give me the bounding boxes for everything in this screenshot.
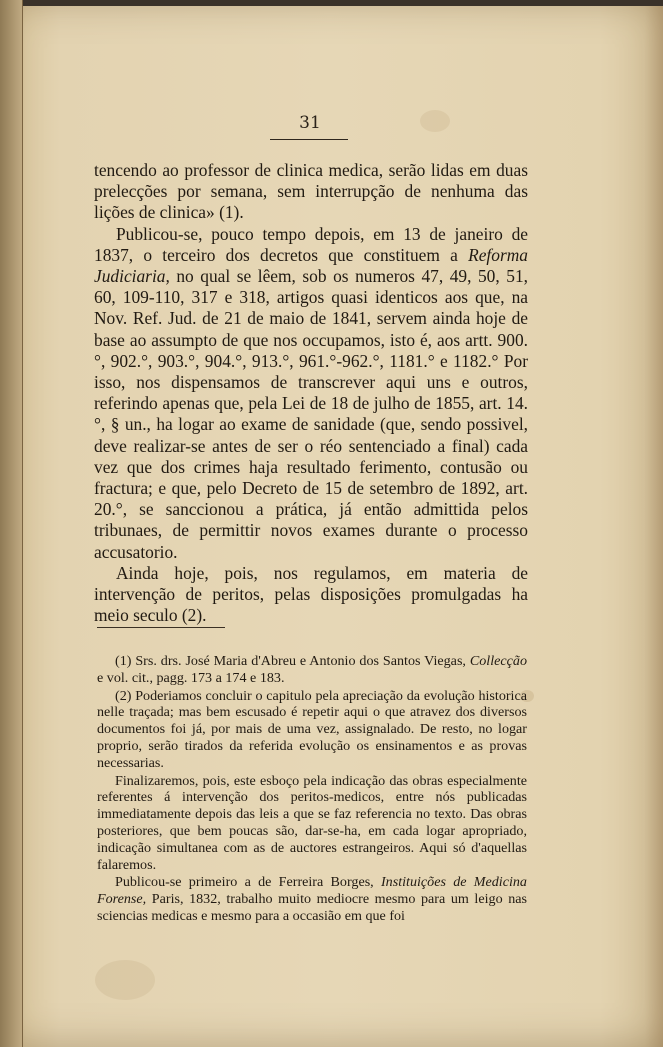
footnote-text: e vol. cit., pagg. 173 a 174 e 183. — [97, 669, 285, 686]
paragraph-continuation: tencendo ao professor de clinica medica, serão lidas em duas prelecções por semana, sem interrupção de nenhuma das lições de clinica» (1). — [94, 160, 528, 223]
italic-title: Reforma Judiciaria, — [94, 244, 528, 287]
italic-title: Collecção — [469, 653, 527, 669]
paragraph-conclusion: Ainda hoje, pois, nos regulamos, em materia de intervenção de peritos, pelas disposições promulgadas ha meio seculo (2). — [94, 562, 528, 626]
footnote-separator — [97, 627, 225, 628]
footnote-text: (1) Srs. drs. José Maria d'Abreu e Antonio dos Santos Viegas, — [115, 653, 470, 669]
footnote-2-continued: Finalizaremos, pois, este esboço pela indicação das obras especialmente referentes á intervenção dos peritos-medicos, entre nós publicadas immediatamente depois das leis a que se faz referencia no texto. Das obras posteriores, que bem poucas são, dar-se-ha, em cada logar apropriado, indicação simultanea com as de auctores estrangeiros. Aqui só d'aquellas falaremos. — [97, 772, 527, 873]
paper-stain — [420, 110, 450, 132]
page-number: 31 — [299, 113, 321, 133]
italic-title: Instituições de Medicina Forense, — [97, 874, 527, 908]
page-number-rule — [270, 139, 348, 140]
paragraph-reforma-judiciaria — [94, 224, 528, 563]
footnote-2-bibliography — [97, 874, 527, 924]
paragraph-text: no qual se lêem, sob os numeros 47, 49, 50, 51, 60, 109-110, 317 e 318, artigos quasi identicos aos que, na Nov. Ref. Jud. de 21 de maio de 1841, servem ainda hoje de base ao assumpto de que nos occupamos, isto é, aos artt. 900.°, 902.°, 903.°, 904.°, 913.°, 961.°-962.°, 1181.° e 1182.° Por isso, nos dispensamos de transcrever aqui uns e outros, referindo apenas que, pela Lei de 18 de julho de 1855, art. 14.°, § un., ha logar ao exame de sanidade (que, sendo possivel, deve realizar-se antes de ser o réo sentenciado a final) cada vez que dos crimes haja resultado ferimento, contusão ou fractura; e que, pelo Decreto de 15 de setembro de 1892, art. 20.°, se sanccionou a prática, já então admittida pelos tribunaes, de permittir novos exames durante o processo accusatorio. — [94, 266, 528, 562]
footnote-text: Publicou-se primeiro a de Ferreira Borges, — [115, 874, 381, 891]
book-spine-edge — [0, 0, 23, 1047]
paragraph-text: Publicou-se, pouco tempo depois, em 13 de janeiro de 1837, o terceiro dos decretos que constituem a — [94, 223, 528, 265]
main-text — [94, 160, 528, 626]
footnote-text: Paris, 1832, trabalho muito mediocre mesmo para um leigo nas sciencias medicas e mesmo para a occasião em que foi — [97, 891, 527, 924]
footnotes — [97, 653, 527, 925]
footnote-1 — [97, 653, 527, 687]
scan-top-edge — [0, 0, 663, 6]
paper-stain — [95, 960, 155, 1000]
footnote-2: (2) Poderiamos concluir o capitulo pela apreciação da evolução historica nelle traçada; mas bem escusado é repetir aqui o que atravez dos diversos documentos foi já, por mais de uma vez, assignalado. De resto, no logar proprio, serão tirados da referida evolução os ensinamentos e as provas necessarias. — [97, 687, 527, 771]
